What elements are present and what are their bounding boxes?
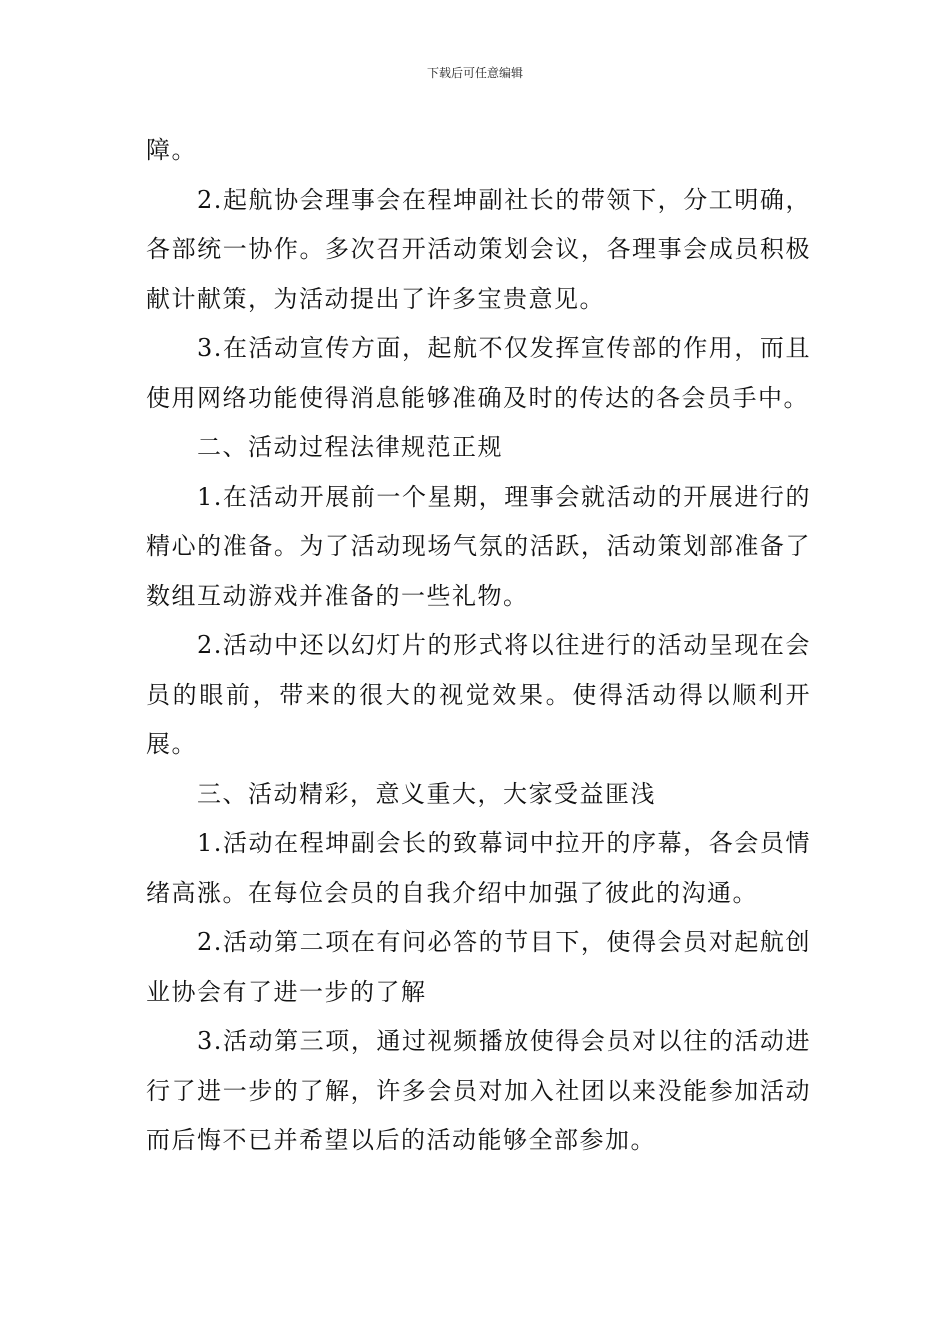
paragraph-section2-item-1: 1.在活动开展前一个星期，理事会就活动的开展进行的精心的准备。为了活动现场气氛的活跃，活动策划部准备了数组互动游戏并准备的一些礼物。 [146, 482, 811, 610]
paragraph-section3-item-3: 3.活动第三项，通过视频播放使得会员对以往的活动进行了进一步的了解，许多会员对加入社团以来没能参加活动而后悔不已并希望以后的活动能够全部参加。 [146, 1027, 811, 1154]
paragraph-continuation: 障。 [146, 136, 197, 164]
paragraph-item-3-publicity: 3.在活动宣传方面，起航不仅发挥宣传部的作用，而且使用网络功能使得消息能够准确及时的传达的各会员手中。 [146, 334, 811, 412]
paragraph-section3-item-1: 1.活动在程坤副会长的致幕词中拉开的序幕，各会员情绪高涨。在每位会员的自我介绍中加强了彼此的沟通。 [146, 829, 811, 907]
paragraph-item-2-council: 2.起航协会理事会在程坤副社长的带领下，分工明确，各部统一协作。多次召开活动策划会议，各理事会成员积极献计献策，为活动提出了许多宝贵意见。 [146, 185, 811, 313]
section-heading-2: 二、活动过程法律规范正规 [197, 433, 503, 461]
paragraph-section2-item-2: 2.活动中还以幻灯片的形式将以往进行的活动呈现在会员的眼前，带来的很大的视觉效果。使得活动得以顺利开展。 [146, 631, 811, 758]
document-body [146, 126, 811, 1166]
page-header: 下载后可任意编辑 [426, 66, 523, 80]
section-heading-3: 三、活动精彩，意义重大，大家受益匪浅 [197, 779, 656, 808]
paragraph-section3-item-2: 2.活动第二项在有问必答的节目下，使得会员对起航创业协会有了进一步的了解 [146, 928, 811, 1006]
